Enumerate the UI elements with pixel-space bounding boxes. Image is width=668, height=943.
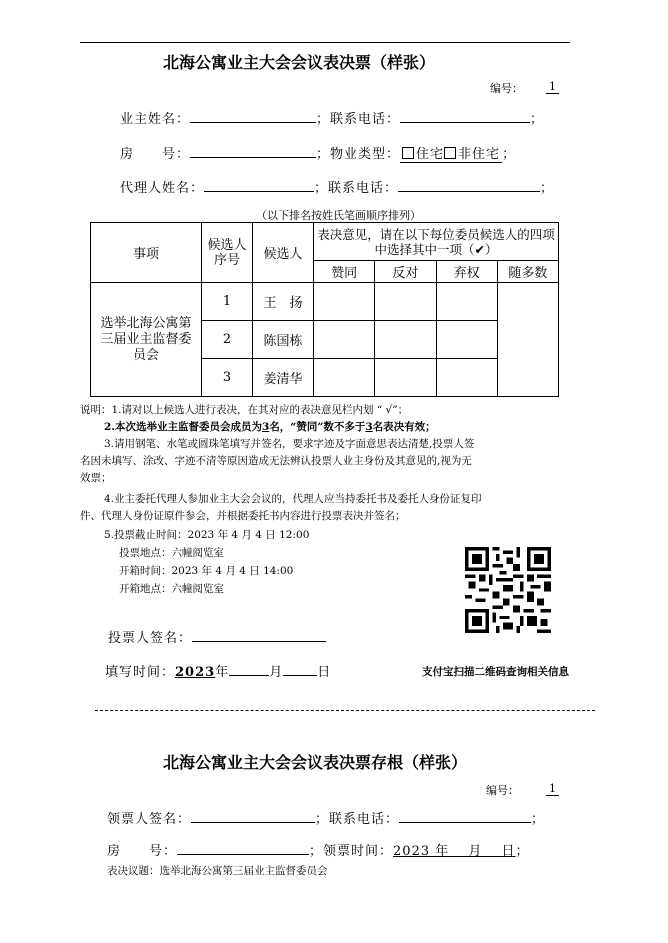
fill-day-field[interactable]: [283, 661, 317, 676]
room-row-end: ；: [502, 147, 517, 162]
fill-day-unit: 日: [317, 665, 332, 680]
stub-phone-field[interactable]: [399, 808, 531, 823]
note-2-num2: 3: [365, 421, 373, 433]
note-2: [104, 419, 436, 434]
note-3-line1: 3.请用钢笔、水笔或圆珠笔填写并签名，要求字迹及字面意思表达清楚,投票人签: [104, 438, 475, 450]
fill-year-unit: 年: [215, 665, 230, 680]
stub-receiver-field[interactable]: [191, 808, 315, 823]
cand3-abstain-cell[interactable]: [436, 359, 497, 397]
owner-name-field[interactable]: [190, 108, 316, 123]
cand-name-3: 姜清华: [253, 359, 314, 397]
room-field[interactable]: [190, 143, 316, 158]
matter-text: 选举北海公寓第三届业主监督委员会: [100, 315, 192, 363]
cand1-follow-cell[interactable]: [497, 283, 558, 359]
matter-cell: [91, 283, 202, 397]
stub-number: 1: [546, 782, 559, 796]
nonhouse-label: 非住宅: [458, 147, 501, 162]
voter-sign-label: 投票人签名：: [108, 631, 193, 646]
fill-month-unit: 月: [269, 665, 284, 680]
cand-seq-3: 3: [202, 359, 253, 397]
col-seq-text: 候选人序号: [207, 237, 247, 268]
agent-row: [120, 177, 554, 196]
agent-phone-label: ；联系电话：: [314, 181, 399, 196]
house-checkbox[interactable]: [402, 147, 414, 159]
qr-caption: 支付宝扫描二维码查询相关信息: [422, 666, 569, 678]
vote-place: 投票地点：六幢阅览室: [119, 547, 224, 559]
stub-receive-time-label: ；领票时间：: [309, 844, 394, 859]
owner-name-label: 业主姓名：: [120, 112, 191, 127]
ticket-title: 北海公寓业主大会会议表决票（样张）: [163, 53, 436, 72]
house-label: 住宅: [416, 147, 445, 162]
voter-sign-field[interactable]: [192, 627, 326, 642]
owner-phone-field[interactable]: [400, 108, 530, 123]
cand3-follow-cell[interactable]: [497, 359, 558, 397]
stub-number-label: 编号：: [486, 784, 519, 797]
note-2-num: 3: [261, 421, 270, 433]
cand1-agree-cell[interactable]: [314, 283, 375, 321]
stub-phone-label: ；联系电话：: [315, 812, 400, 827]
note-3-line2: 名因未填写、涂改、字迹不清等原因造成无法辨认投票人业主身份及其意见的,视为无: [80, 455, 472, 467]
col-matter: 事项: [91, 223, 202, 283]
agent-row-end: ；: [540, 181, 555, 196]
cand1-oppose-cell[interactable]: [375, 283, 436, 321]
cand-seq-2: 2: [202, 321, 253, 359]
nonhouse-checkbox[interactable]: [444, 147, 456, 159]
fill-time-row: [105, 661, 331, 680]
note-1: 说明：1.请对以上候选人进行表决，在其对应的表决意见栏内划 “ √”；: [80, 404, 409, 416]
note-2-b: 名，“赞同”数不多于: [269, 421, 366, 433]
sort-note: （以下排名按姓氏笔画顺序排列）: [256, 209, 421, 222]
stub-room-field[interactable]: [177, 840, 309, 855]
type-label: ；物业类型：: [316, 147, 401, 162]
note-2-a: 2.本次选举业主监督委员会成员为: [104, 421, 262, 433]
col-seq: [202, 223, 253, 283]
top-rule: [80, 42, 570, 43]
cand1-abstain-cell[interactable]: [436, 283, 497, 321]
stub-receiver-label: 领票人签名：: [107, 812, 192, 827]
cand2-oppose-cell[interactable]: [375, 321, 436, 359]
open-place: 开箱地点：六幢阅览室: [119, 583, 224, 595]
col-opinion-text: 表决意见，请在以下每位委员候选人的四项中选择其中一项（✔）: [317, 226, 555, 257]
opt-abstain: 弃权: [436, 261, 497, 283]
note-4-line2: 件、代理人身份证原件参会，并根据委托书内容进行投票表决并签名；: [80, 510, 406, 522]
room-label: 房 号：: [120, 147, 191, 162]
qr-code-icon[interactable]: [465, 547, 551, 633]
stub-room-end: ；: [515, 844, 530, 859]
opt-oppose: 反对: [375, 261, 436, 283]
note-3-line3: 效票；: [80, 472, 112, 484]
ticket-number-label: 编号：: [490, 82, 523, 95]
note-5: 5.投票截止时间：2023 年 4 月 4 日 12:00: [104, 529, 310, 541]
cand-seq-1: 1: [202, 283, 253, 321]
type-options: [400, 147, 502, 163]
col-opinion: [314, 223, 559, 261]
stub-number-value: [546, 782, 559, 796]
ticket-number: 1: [546, 80, 559, 94]
cut-line: [95, 710, 595, 711]
opt-follow: 随多数: [497, 261, 558, 283]
vote-table: [90, 222, 559, 397]
ticket-number-value: [546, 80, 559, 94]
stub-room-row: [107, 840, 530, 859]
open-time: 开箱时间：2023 年 4 月 4 日 14:00: [119, 565, 294, 577]
voter-sign-row: [108, 627, 326, 646]
stub-receiver-end: ；: [531, 812, 546, 827]
note-4-line1: 4.业主委托代理人参加业主大会会议的，代理人应当持委托书及委托人身份证复印: [104, 493, 482, 505]
stub-room-label: 房 号：: [107, 844, 178, 859]
owner-row-end: ；: [530, 112, 545, 127]
cand-name-1: 王 扬: [253, 283, 314, 321]
stub-title: 北海公寓业主大会会议表决票存根（样张）: [163, 753, 468, 772]
fill-month-field[interactable]: [229, 661, 269, 676]
stub-topic: 表决议题：选举北海公寓第三届业主监督委员会: [107, 865, 328, 877]
fill-time-label: 填写时间：: [105, 665, 176, 680]
agent-name-label: 代理人姓名：: [120, 181, 205, 196]
cand2-agree-cell[interactable]: [314, 321, 375, 359]
opt-agree: 赞同: [314, 261, 375, 283]
agent-phone-field[interactable]: [398, 177, 540, 192]
stub-receiver-row: [107, 808, 545, 827]
agent-name-field[interactable]: [204, 177, 314, 192]
owner-row: [120, 108, 544, 127]
stub-receive-time-value: 2023 年 月 日: [393, 844, 516, 859]
room-row: [120, 143, 516, 162]
col-candidate: 候选人: [253, 223, 314, 283]
fill-year: 2023: [175, 665, 216, 680]
cand3-oppose-cell[interactable]: [375, 359, 436, 397]
cand3-agree-cell[interactable]: [314, 359, 375, 397]
owner-phone-label: ；联系电话：: [316, 112, 401, 127]
cand2-abstain-cell[interactable]: [436, 321, 497, 359]
cand-name-2: 陈国栋: [253, 321, 314, 359]
note-2-c: 名表决有效；: [372, 421, 436, 433]
